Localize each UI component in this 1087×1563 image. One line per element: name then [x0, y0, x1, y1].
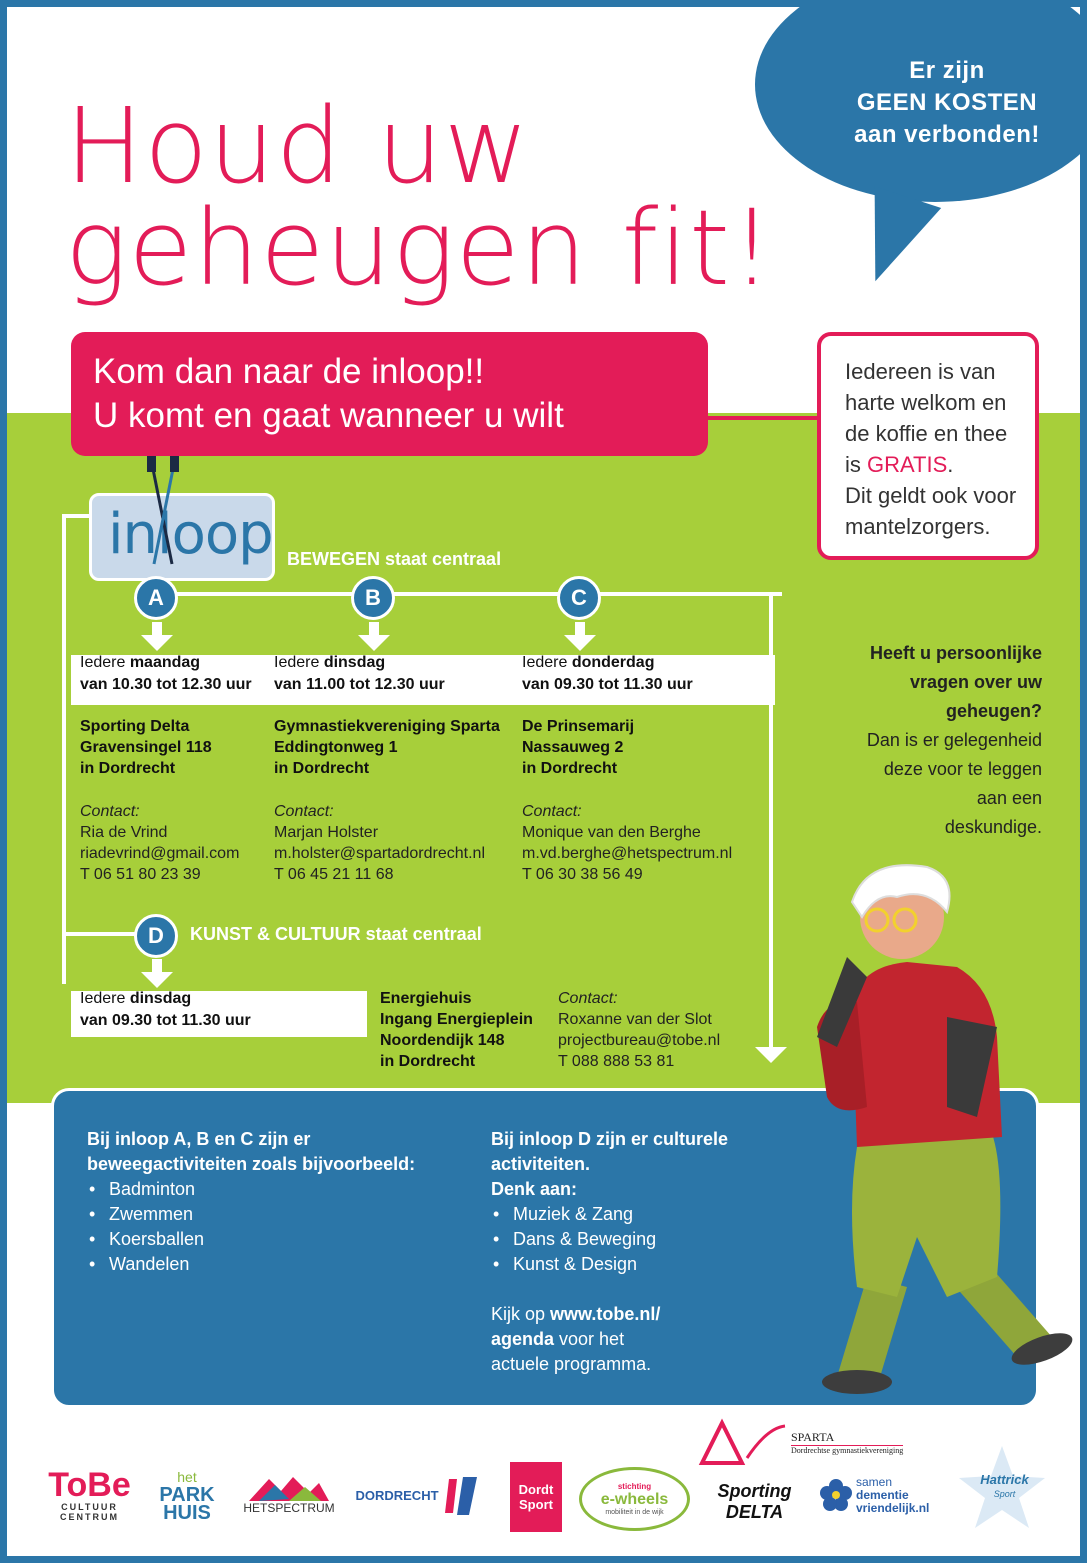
logo-text: SPARTA: [791, 1430, 835, 1444]
day-prefix: Iedere: [80, 990, 130, 1007]
website-text: voor het: [554, 1329, 625, 1349]
activities-left: [87, 1127, 467, 1277]
dordrecht-emblem-icon: [443, 1473, 479, 1517]
list-item: • Koersballen: [87, 1227, 467, 1252]
contact-phone: T 06 51 80 23 39: [80, 866, 201, 883]
location-d: [380, 988, 533, 1072]
contact-email: m.vd.berghe@hetspectrum.nl: [522, 845, 733, 862]
website-link[interactable]: agenda: [491, 1329, 555, 1349]
welcome-text: .: [947, 452, 954, 477]
location-a: [80, 716, 212, 779]
website-text: Kijk op: [491, 1304, 551, 1324]
contact-person: Monique van den Berghe: [522, 824, 701, 841]
logo-text: vriendelijk.nl: [856, 1500, 930, 1515]
question-line: deskundige.: [944, 817, 1042, 837]
senior-walker-illustration: [797, 857, 1077, 1397]
day-time: van 11.00 tot 12.30 uur: [274, 676, 445, 693]
invite-box: [71, 332, 708, 456]
contact-email: riadevrind@gmail.com: [80, 845, 240, 862]
title-line: geheugen fit!: [65, 187, 774, 309]
question-line: Dan is er gelegenheid: [866, 730, 1042, 750]
list-item: • Muziek & Zang: [491, 1202, 791, 1227]
arrow-down-icon: [358, 635, 390, 651]
contact-label: Contact:: [274, 803, 334, 820]
samen-dementievriendelijk-logo: [819, 1455, 954, 1535]
flow-line: [152, 592, 782, 596]
arrow-stem: [575, 622, 585, 636]
day-d: [80, 988, 251, 1032]
location-b: [274, 716, 500, 779]
list-item: • Wandelen: [87, 1252, 467, 1277]
arrow-down-icon: [755, 1047, 787, 1063]
welcome-line: Dit geldt ook voor: [845, 483, 1017, 508]
day-name: dinsdag: [129, 990, 192, 1007]
inloop-logo-text: inloop: [108, 502, 273, 567]
tobe-logo: [47, 1455, 132, 1535]
arrow-down-icon: [141, 972, 173, 988]
day-prefix: Iedere: [522, 654, 572, 671]
welcome-text: is: [845, 452, 867, 477]
location-street: Nassauweg 2: [522, 739, 624, 756]
location-city: in Dordrecht: [80, 760, 176, 777]
contact-email: m.holster@spartadordrecht.nl: [274, 845, 485, 862]
location-name: De Prinsemarij: [522, 718, 635, 735]
logo-text: Sporting: [717, 1481, 792, 1501]
logo-text: Dordrechtse gymnastiekvereniging: [791, 1446, 904, 1455]
contact-person: Roxanne van der Slot: [558, 1011, 712, 1028]
logo-text: stichting: [617, 1482, 652, 1491]
location-street: Gravensingel 118: [80, 739, 212, 756]
contact-label: Contact:: [80, 803, 140, 820]
day-a: [80, 652, 252, 696]
website-link[interactable]: www.tobe.nl/: [550, 1304, 661, 1324]
mountain-icon: [249, 1475, 329, 1501]
activities-heading: beweegactiviteiten zoals bijvoorbeeld:: [87, 1154, 416, 1174]
contact-c: [522, 801, 732, 885]
question-line: vragen over uw: [909, 672, 1042, 692]
contact-person: Marjan Holster: [274, 824, 379, 841]
location-city: in Dordrecht: [380, 1053, 476, 1070]
arrow-stem: [369, 622, 379, 636]
location-street: Ingang Energieplein: [380, 1011, 533, 1028]
contact-label: Contact:: [522, 803, 582, 820]
question-line: geheugen?: [945, 701, 1042, 721]
gratis-text: GRATIS: [867, 452, 948, 477]
welcome-line: [845, 449, 1035, 480]
activities-heading: activiteiten.: [491, 1154, 591, 1174]
logo-text: PARK: [159, 1484, 215, 1506]
logo-text: dementie: [856, 1487, 909, 1502]
list-item: • Zwemmen: [87, 1202, 467, 1227]
poster-frame: [7, 7, 1080, 1556]
day-c: [522, 652, 693, 696]
ewheels-logo: [579, 1467, 690, 1531]
welcome-box: [817, 332, 1039, 560]
logo-text: samen: [856, 1474, 893, 1489]
day-time: van 10.30 tot 12.30 uur: [80, 676, 252, 693]
location-city: in Dordrecht: [274, 760, 370, 777]
logo-text: CENTRUM: [60, 1512, 119, 1522]
marker-a: A: [134, 576, 178, 620]
arrow-stem: [152, 959, 162, 973]
hattrick-logo: [957, 1437, 1052, 1537]
arrow-down-icon: [141, 635, 173, 651]
hetspectrum-logo: [239, 1455, 339, 1535]
marker-c: C: [557, 576, 601, 620]
invite-line: U komt en gaat wanneer u wilt: [93, 396, 564, 435]
activities-heading: Denk aan:: [491, 1179, 578, 1199]
activities-list: [491, 1202, 791, 1277]
location-name: Gymnastiekvereniging Sparta: [274, 718, 500, 735]
list-item: • Kunst & Design: [491, 1252, 791, 1277]
activities-right: [491, 1127, 791, 1377]
list-item: • Badminton: [87, 1177, 467, 1202]
title-line: Houd uw: [65, 85, 530, 207]
logo-text: DELTA: [725, 1502, 784, 1522]
location-name: Energiehuis: [380, 990, 472, 1007]
marker-b: B: [351, 576, 395, 620]
speech-bubble-tail: [847, 186, 941, 293]
question-line: aan een: [976, 788, 1042, 808]
logo-text: Sport: [519, 1497, 553, 1512]
welcome-line: de koffie en thee: [845, 421, 1008, 446]
logo-text: HUIS: [163, 1502, 211, 1524]
no-costs-text: [827, 55, 1067, 151]
sporting-delta-logo: [707, 1472, 802, 1532]
page-title: [65, 85, 774, 309]
contact-person: Ria de Vrind: [80, 824, 168, 841]
logo-text: Hattrick: [980, 1472, 1029, 1487]
location-street: Noordendijk 148: [380, 1032, 505, 1049]
invite-line: Kom dan naar de inloop!!: [93, 352, 485, 391]
day-name: maandag: [129, 654, 201, 671]
logo-text: Dordt: [518, 1482, 554, 1497]
activities-heading: Bij inloop D zijn er culturele: [491, 1129, 729, 1149]
day-b: [274, 652, 445, 696]
welcome-line: mantelzorgers.: [845, 514, 991, 539]
day-time: van 09.30 tot 11.30 uur: [80, 1012, 251, 1029]
logo-text: DORDRECHT: [355, 1487, 439, 1503]
activities-heading: Bij inloop A, B en C zijn er: [87, 1129, 311, 1149]
flow-line: [62, 514, 90, 518]
activities-list: [87, 1177, 467, 1277]
question-text: [827, 639, 1042, 842]
day-prefix: Iedere: [80, 654, 130, 671]
question-line: Heeft u persoonlijke: [869, 643, 1042, 663]
logo-text: Sport: [993, 1489, 1016, 1499]
contact-b: [274, 801, 485, 885]
section-bewegen: BEWEGEN staat centraal: [287, 549, 502, 569]
contact-a: [80, 801, 239, 885]
day-name: dinsdag: [323, 654, 386, 671]
logo-text: CULTUUR: [61, 1502, 118, 1512]
location-street: Eddingtonweg 1: [274, 739, 398, 756]
logo-text: e-wheels: [600, 1491, 669, 1508]
marker-d: D: [134, 914, 178, 958]
day-prefix: Iedere: [274, 654, 324, 671]
bubble-line: Er zijn: [909, 57, 985, 84]
flow-line: [62, 514, 66, 984]
website-line: [491, 1327, 791, 1352]
day-name: donderdag: [571, 654, 655, 671]
section-kunst: KUNST & CULTUUR staat centraal: [190, 924, 482, 944]
arrow-down-icon: [564, 635, 596, 651]
welcome-line: harte welkom en: [845, 390, 1007, 415]
logo-text: ToBe: [48, 1466, 131, 1504]
parkhuis-logo: [147, 1455, 227, 1535]
contact-d: [558, 988, 720, 1072]
contact-phone: T 06 30 38 56 49: [522, 866, 643, 883]
location-c: [522, 716, 634, 779]
contact-email: projectbureau@tobe.nl: [558, 1032, 721, 1049]
walking-poles-icon: [144, 454, 184, 574]
dordtsport-logo: [510, 1462, 562, 1532]
contact-phone: T 088 888 53 81: [558, 1053, 675, 1070]
day-time: van 09.30 tot 11.30 uur: [522, 676, 693, 693]
dordrecht-logo: [352, 1455, 482, 1535]
website-line: [491, 1302, 791, 1327]
question-line: deze voor te leggen: [883, 759, 1042, 779]
arrow-stem: [152, 622, 162, 636]
welcome-line: Iedereen is van: [845, 359, 996, 384]
connector-line: [707, 416, 817, 420]
location-city: in Dordrecht: [522, 760, 618, 777]
sparta-emblem-icon: [697, 1418, 787, 1468]
forget-me-not-icon: [819, 1478, 853, 1512]
logo-text: HETSPECTRUM: [243, 1501, 335, 1515]
logo-text: het: [177, 1469, 197, 1485]
contact-label: Contact:: [558, 990, 618, 1007]
website-text: actuele programma.: [491, 1354, 652, 1374]
logo-text: mobiliteit in de wijk: [605, 1509, 664, 1516]
location-name: Sporting Delta: [80, 718, 190, 735]
list-item: • Dans & Beweging: [491, 1227, 791, 1252]
bubble-line: aan verbonden!: [854, 121, 1040, 148]
contact-phone: T 06 45 21 11 68: [274, 866, 394, 883]
bubble-line: GEEN KOSTEN: [856, 89, 1038, 116]
